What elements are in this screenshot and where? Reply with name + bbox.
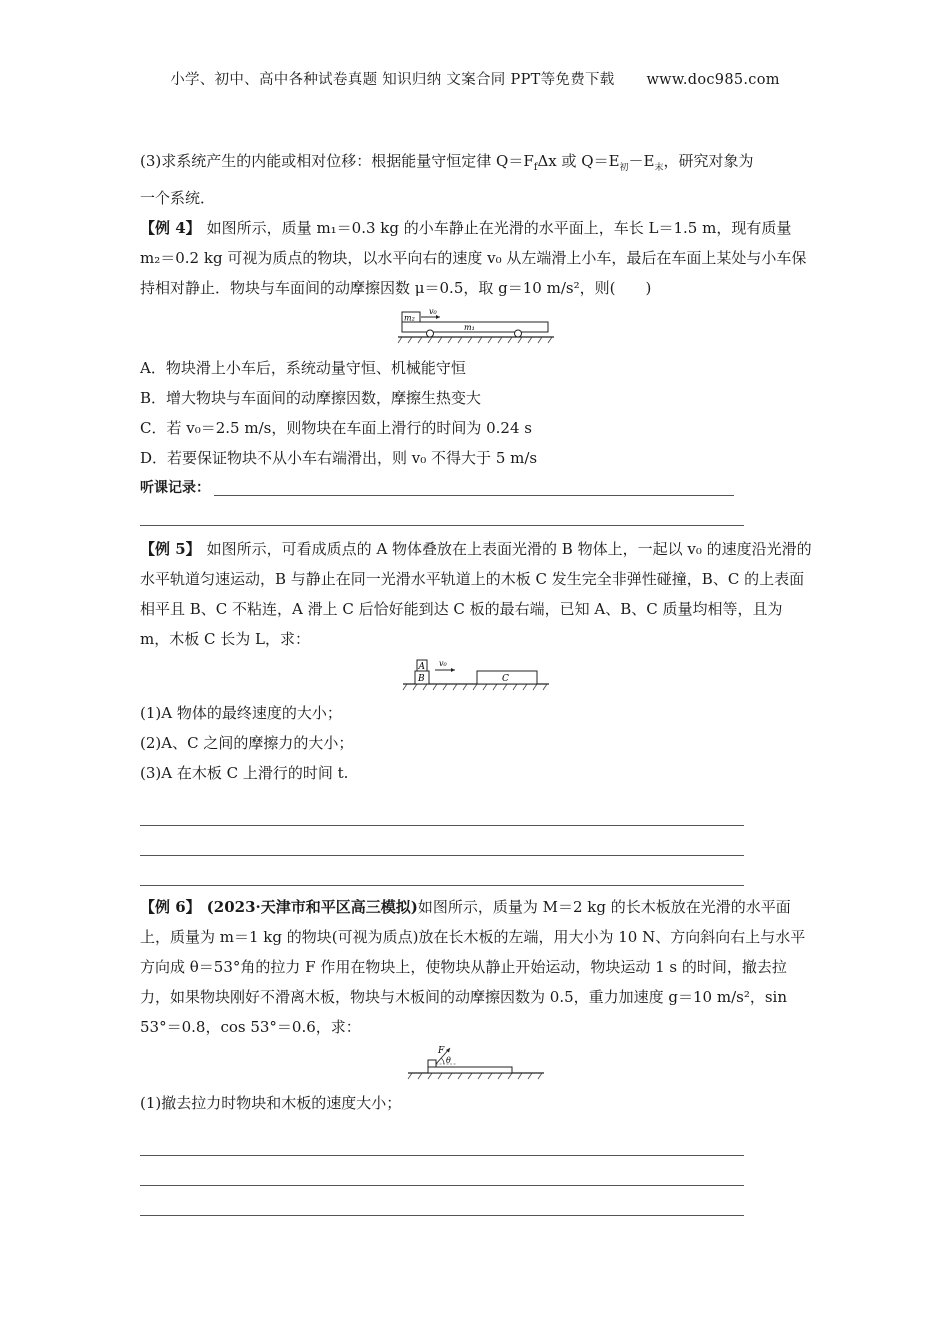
listen-notes-label: 听课记录： xyxy=(140,480,210,496)
block-b-label: B xyxy=(418,674,425,684)
question-1: (1)A 物体的最终速度的大小； xyxy=(140,704,342,722)
answer-line[interactable] xyxy=(140,1186,744,1216)
example-5-label: 【例 5】 xyxy=(140,540,201,558)
block-label: m₂ xyxy=(404,313,415,323)
document-body xyxy=(140,146,812,1216)
example-5-text: 【例 5】 如图所示，可看成质点的 A 物体叠放在上表面光滑的 B 物体上，一起以 v₀ 的速度沿光滑的水平轨道匀速运动，B 与静止在同一光滑水平轨道上的木板 C 发生完全非弹性碰撞，B、C 的上表面相平且 B、C 不粘连，A 滑上 C 后恰好能到达 C 板的最右端，已知 A、B、C 质量均相等，且为 m，木板 C 长为 L，求： xyxy=(140,540,812,648)
cart-wheel-right xyxy=(515,330,522,337)
answer-line[interactable] xyxy=(140,1156,744,1186)
long-board xyxy=(428,1067,512,1073)
board-c-label: C xyxy=(502,674,509,684)
option-a: A．物块滑上小车后，系统动量守恒、机械能守恒 xyxy=(140,359,466,377)
cart-label: m₁ xyxy=(464,323,475,332)
header-url[interactable]: www.doc985.com xyxy=(646,72,780,88)
cart-wheel-left xyxy=(427,330,434,337)
example-6-label: 【例 6】 xyxy=(140,898,201,916)
velocity-label: v₀ xyxy=(429,307,437,316)
answer-line[interactable] xyxy=(140,503,744,526)
force-label: F xyxy=(438,1046,445,1056)
example-4-text: 【例 4】 如图所示，质量 m₁＝0.3 kg 的小车静止在光滑的水平面上，车长 L＝1.5 m，现有质量 m₂＝0.2 kg 可视为质点的物块，以水平向右的速度 v₀ 从左端滑上小车，最后在车面上某处与小车保持相对静止．物块与车面间的动摩擦因数 μ＝0.5，取 g＝10 m/s²，则( ) xyxy=(140,219,807,297)
header-text: 小学、初中、高中各种试卷真题 知识归纳 文案合同 PPT等免费下载 xyxy=(170,72,615,88)
option-d: D．若要保证物块不从小车右端滑出，则 v₀ 不得大于 5 m/s xyxy=(140,449,538,467)
intro-paragraph: (3)求系统产生的内能或相对位移：根据能量守恒定律 $Q=F_f\Delta x$ 或 $Q=E_初-E_末$，研究对象为 一个系统． xyxy=(140,152,754,207)
question-3: (3)A 在木板 C 上滑行的时间 t. xyxy=(140,764,349,782)
page-header xyxy=(0,68,950,89)
example-6-source: (2023·天津市和平区高三模拟) xyxy=(206,898,418,916)
velocity-label: v₀ xyxy=(439,659,447,668)
option-c: C．若 v₀＝2.5 m/s，则物块在车面上滑行的时间为 0.24 s xyxy=(140,419,532,437)
answer-line[interactable] xyxy=(214,495,734,496)
example-6-text: 【例 6】 (2023·天津市和平区高三模拟)如图所示，质量为 M＝2 kg 的长木板放在光滑的水平面上，质量为 m＝1 kg 的物块(可视为质点)放在长木板的左端，用大小为 10 N、方向斜向右上与水平方向成 θ＝53°角的拉力 F 作用在物块上，使物块从静止开始运动，物块运动 1 s 的时间，撤去拉力，如果物块刚好不滑离木板，物块与木板间的动摩擦因数为 0.5，重力加速度 g＝10 m/s²，sin 53°＝0.8，cos 53°＝0.6，求： xyxy=(140,898,806,1036)
block-m xyxy=(428,1060,436,1067)
block-a-label: A xyxy=(418,662,425,672)
cart-body xyxy=(402,322,548,332)
example-6-figure xyxy=(140,1044,812,1084)
example-4-label: 【例 4】 xyxy=(140,219,201,237)
answer-line[interactable] xyxy=(140,796,744,826)
option-b: B．增大物块与车面间的动摩擦因数，摩擦生热变大 xyxy=(140,389,482,407)
example-5-figure xyxy=(140,656,812,694)
angle-label: θ xyxy=(446,1056,451,1065)
question-2: (2)A、C 之间的摩擦力的大小； xyxy=(140,734,354,752)
question-1: (1)撤去拉力时物块和木板的速度大小； xyxy=(140,1094,402,1112)
answer-line[interactable] xyxy=(140,826,744,856)
answer-line[interactable] xyxy=(140,1126,744,1156)
example-4-figure xyxy=(140,305,812,349)
listen-notes-row xyxy=(140,473,812,503)
answer-line[interactable] xyxy=(140,856,744,886)
